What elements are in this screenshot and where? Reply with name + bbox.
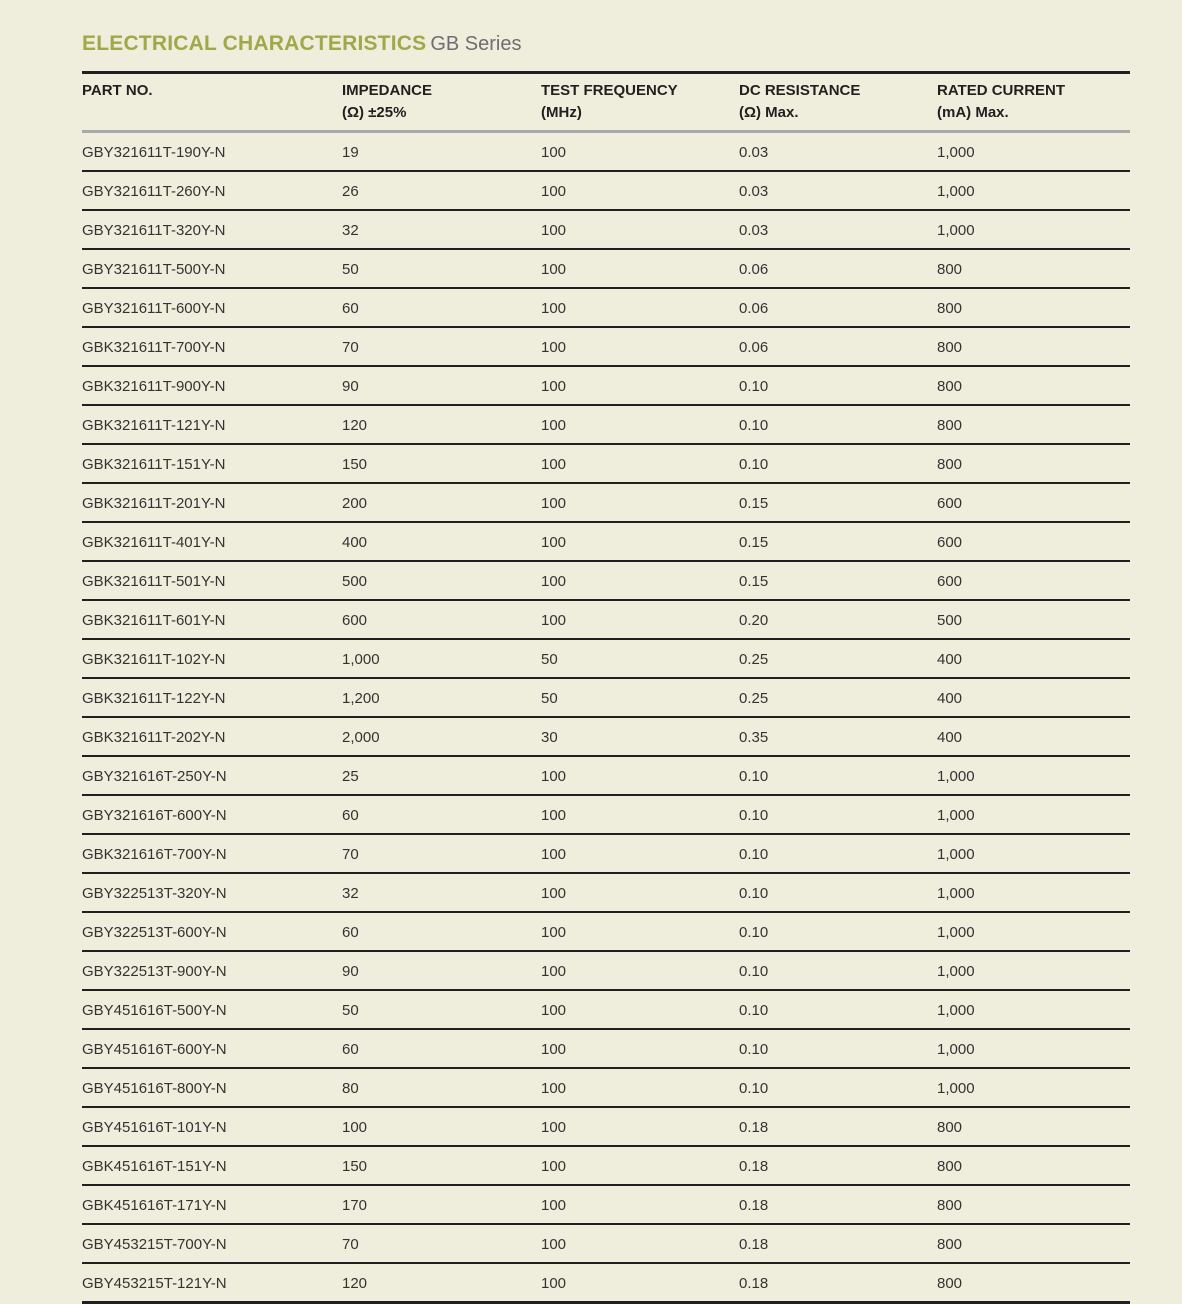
cell-dc-resistance: 0.10: [739, 1029, 937, 1068]
cell-dc-resistance: 0.15: [739, 522, 937, 561]
cell-test-frequency: 100: [541, 483, 739, 522]
table-row: [82, 795, 1130, 834]
cell-test-frequency: 100: [541, 1068, 739, 1107]
cell-part-no: GBY321611T-190Y-N: [82, 132, 342, 172]
cell-test-frequency: 100: [541, 912, 739, 951]
table-row: [82, 717, 1130, 756]
cell-test-frequency: 100: [541, 288, 739, 327]
cell-rated-current: 600: [937, 522, 1130, 561]
table-row: [82, 522, 1130, 561]
cell-test-frequency: 50: [541, 678, 739, 717]
cell-test-frequency: 100: [541, 756, 739, 795]
cell-part-no: GBY321616T-250Y-N: [82, 756, 342, 795]
table-row: [82, 1029, 1130, 1068]
cell-rated-current: 500: [937, 600, 1130, 639]
table-row: [82, 1185, 1130, 1224]
cell-dc-resistance: 0.10: [739, 1068, 937, 1107]
cell-test-frequency: 100: [541, 1029, 739, 1068]
cell-part-no: GBY322513T-600Y-N: [82, 912, 342, 951]
cell-part-no: GBY453215T-700Y-N: [82, 1224, 342, 1263]
cell-rated-current: 600: [937, 483, 1130, 522]
cell-impedance: 50: [342, 990, 541, 1029]
page-title: [82, 28, 1130, 60]
cell-test-frequency: 30: [541, 717, 739, 756]
cell-impedance: 90: [342, 366, 541, 405]
cell-rated-current: 800: [937, 1107, 1130, 1146]
cell-rated-current: 400: [937, 717, 1130, 756]
cell-part-no: GBY322513T-320Y-N: [82, 873, 342, 912]
header-impedance: [342, 73, 541, 132]
cell-rated-current: 1,000: [937, 834, 1130, 873]
cell-dc-resistance: 0.06: [739, 288, 937, 327]
cell-impedance: 60: [342, 1029, 541, 1068]
cell-dc-resistance: 0.18: [739, 1107, 937, 1146]
cell-dc-resistance: 0.25: [739, 678, 937, 717]
cell-impedance: 400: [342, 522, 541, 561]
cell-part-no: GBY321611T-320Y-N: [82, 210, 342, 249]
cell-test-frequency: 100: [541, 561, 739, 600]
cell-dc-resistance: 0.03: [739, 210, 937, 249]
cell-dc-resistance: 0.10: [739, 795, 937, 834]
header-impedance-line2: (Ω) ±25%: [342, 104, 407, 121]
table-row: [82, 1107, 1130, 1146]
cell-dc-resistance: 0.06: [739, 249, 937, 288]
table-header-row: [82, 73, 1130, 132]
cell-impedance: 70: [342, 327, 541, 366]
cell-part-no: GBY451616T-101Y-N: [82, 1107, 342, 1146]
table-row: [82, 249, 1130, 288]
header-test-frequency: [541, 73, 739, 132]
cell-part-no: GBK321611T-121Y-N: [82, 405, 342, 444]
document-page: [82, 28, 1130, 1304]
cell-impedance: 90: [342, 951, 541, 990]
cell-dc-resistance: 0.18: [739, 1146, 937, 1185]
cell-rated-current: 800: [937, 1146, 1130, 1185]
header-dc-resistance-line1: DC RESISTANCE: [739, 82, 861, 99]
cell-part-no: GBK321611T-401Y-N: [82, 522, 342, 561]
header-dc-resistance-line2: (Ω) Max.: [739, 104, 799, 121]
table-row: [82, 912, 1130, 951]
cell-rated-current: 800: [937, 366, 1130, 405]
electrical-characteristics-table: [82, 71, 1130, 1304]
cell-impedance: 32: [342, 873, 541, 912]
cell-part-no: GBK451616T-171Y-N: [82, 1185, 342, 1224]
cell-dc-resistance: 0.10: [739, 834, 937, 873]
cell-part-no: GBK451616T-151Y-N: [82, 1146, 342, 1185]
table-row: [82, 834, 1130, 873]
cell-impedance: 1,200: [342, 678, 541, 717]
table-row: [82, 561, 1130, 600]
cell-test-frequency: 100: [541, 405, 739, 444]
cell-impedance: 120: [342, 405, 541, 444]
cell-dc-resistance: 0.03: [739, 132, 937, 172]
cell-dc-resistance: 0.35: [739, 717, 937, 756]
cell-part-no: GBK321611T-202Y-N: [82, 717, 342, 756]
cell-impedance: 26: [342, 171, 541, 210]
cell-dc-resistance: 0.10: [739, 873, 937, 912]
cell-part-no: GBY453215T-121Y-N: [82, 1263, 342, 1303]
cell-dc-resistance: 0.10: [739, 912, 937, 951]
cell-part-no: GBK321611T-501Y-N: [82, 561, 342, 600]
cell-impedance: 1,000: [342, 639, 541, 678]
cell-test-frequency: 100: [541, 795, 739, 834]
cell-rated-current: 1,000: [937, 990, 1130, 1029]
cell-dc-resistance: 0.20: [739, 600, 937, 639]
cell-dc-resistance: 0.15: [739, 561, 937, 600]
cell-part-no: GBK321611T-151Y-N: [82, 444, 342, 483]
cell-rated-current: 1,000: [937, 873, 1130, 912]
cell-test-frequency: 100: [541, 132, 739, 172]
cell-rated-current: 1,000: [937, 1029, 1130, 1068]
cell-dc-resistance: 0.10: [739, 951, 937, 990]
table-row: [82, 990, 1130, 1029]
table-row: [82, 756, 1130, 795]
cell-rated-current: 800: [937, 1263, 1130, 1303]
cell-part-no: GBK321616T-700Y-N: [82, 834, 342, 873]
cell-rated-current: 600: [937, 561, 1130, 600]
cell-rated-current: 1,000: [937, 795, 1130, 834]
cell-part-no: GBK321611T-122Y-N: [82, 678, 342, 717]
cell-dc-resistance: 0.18: [739, 1185, 937, 1224]
header-test-frequency-line2: (MHz): [541, 104, 582, 121]
header-rated-current: [937, 73, 1130, 132]
header-rated-current-line2: (mA) Max.: [937, 104, 1009, 121]
cell-part-no: GBY321611T-260Y-N: [82, 171, 342, 210]
cell-part-no: GBY322513T-900Y-N: [82, 951, 342, 990]
cell-test-frequency: 100: [541, 1146, 739, 1185]
header-test-frequency-line1: TEST FREQUENCY: [541, 82, 678, 99]
cell-impedance: 2,000: [342, 717, 541, 756]
table-row: [82, 483, 1130, 522]
cell-rated-current: 800: [937, 327, 1130, 366]
cell-impedance: 25: [342, 756, 541, 795]
cell-rated-current: 1,000: [937, 951, 1130, 990]
cell-test-frequency: 100: [541, 522, 739, 561]
cell-impedance: 50: [342, 249, 541, 288]
cell-rated-current: 1,000: [937, 1068, 1130, 1107]
cell-impedance: 70: [342, 834, 541, 873]
cell-dc-resistance: 0.10: [739, 756, 937, 795]
cell-impedance: 32: [342, 210, 541, 249]
cell-dc-resistance: 0.25: [739, 639, 937, 678]
cell-part-no: GBY451616T-600Y-N: [82, 1029, 342, 1068]
cell-rated-current: 800: [937, 288, 1130, 327]
cell-test-frequency: 100: [541, 600, 739, 639]
table-row: [82, 1263, 1130, 1303]
cell-rated-current: 1,000: [937, 210, 1130, 249]
cell-dc-resistance: 0.18: [739, 1263, 937, 1303]
cell-test-frequency: 100: [541, 873, 739, 912]
cell-part-no: GBY451616T-800Y-N: [82, 1068, 342, 1107]
table-row: [82, 210, 1130, 249]
cell-part-no: GBY321616T-600Y-N: [82, 795, 342, 834]
table-row: [82, 639, 1130, 678]
cell-dc-resistance: 0.18: [739, 1224, 937, 1263]
cell-part-no: GBK321611T-102Y-N: [82, 639, 342, 678]
cell-part-no: GBY321611T-600Y-N: [82, 288, 342, 327]
cell-rated-current: 1,000: [937, 756, 1130, 795]
cell-test-frequency: 100: [541, 1224, 739, 1263]
cell-impedance: 500: [342, 561, 541, 600]
cell-impedance: 170: [342, 1185, 541, 1224]
cell-test-frequency: 50: [541, 639, 739, 678]
cell-impedance: 600: [342, 600, 541, 639]
cell-rated-current: 800: [937, 249, 1130, 288]
cell-test-frequency: 100: [541, 1263, 739, 1303]
cell-test-frequency: 100: [541, 327, 739, 366]
header-part-no-line1: PART NO.: [82, 82, 153, 99]
cell-impedance: 150: [342, 444, 541, 483]
table-row: [82, 600, 1130, 639]
cell-rated-current: 800: [937, 405, 1130, 444]
table-row: [82, 951, 1130, 990]
cell-dc-resistance: 0.10: [739, 990, 937, 1029]
cell-rated-current: 800: [937, 444, 1130, 483]
cell-test-frequency: 100: [541, 834, 739, 873]
cell-impedance: 19: [342, 132, 541, 172]
cell-dc-resistance: 0.15: [739, 483, 937, 522]
cell-test-frequency: 100: [541, 249, 739, 288]
cell-dc-resistance: 0.03: [739, 171, 937, 210]
cell-test-frequency: 100: [541, 951, 739, 990]
table-row: [82, 1224, 1130, 1263]
cell-impedance: 100: [342, 1107, 541, 1146]
cell-part-no: GBY321611T-500Y-N: [82, 249, 342, 288]
cell-part-no: GBK321611T-700Y-N: [82, 327, 342, 366]
cell-test-frequency: 100: [541, 1107, 739, 1146]
cell-impedance: 60: [342, 288, 541, 327]
table-row: [82, 132, 1130, 172]
table-row: [82, 288, 1130, 327]
header-part-no: [82, 73, 342, 132]
table-row: [82, 873, 1130, 912]
cell-dc-resistance: 0.10: [739, 405, 937, 444]
cell-test-frequency: 100: [541, 210, 739, 249]
table-row: [82, 405, 1130, 444]
table-row: [82, 366, 1130, 405]
cell-part-no: GBK321611T-900Y-N: [82, 366, 342, 405]
table-row: [82, 1146, 1130, 1185]
cell-impedance: 150: [342, 1146, 541, 1185]
title-main: ELECTRICAL CHARACTERISTICS: [82, 32, 427, 55]
cell-part-no: GBK321611T-201Y-N: [82, 483, 342, 522]
table-row: [82, 678, 1130, 717]
cell-rated-current: 800: [937, 1185, 1130, 1224]
cell-rated-current: 1,000: [937, 132, 1130, 172]
cell-rated-current: 1,000: [937, 171, 1130, 210]
cell-test-frequency: 100: [541, 1185, 739, 1224]
cell-impedance: 120: [342, 1263, 541, 1303]
cell-test-frequency: 100: [541, 444, 739, 483]
table-row: [82, 444, 1130, 483]
cell-dc-resistance: 0.10: [739, 366, 937, 405]
cell-test-frequency: 100: [541, 171, 739, 210]
cell-rated-current: 800: [937, 1224, 1130, 1263]
cell-rated-current: 400: [937, 678, 1130, 717]
title-series: GB Series: [430, 33, 522, 55]
cell-dc-resistance: 0.10: [739, 444, 937, 483]
cell-impedance: 60: [342, 795, 541, 834]
table-row: [82, 327, 1130, 366]
cell-impedance: 80: [342, 1068, 541, 1107]
cell-test-frequency: 100: [541, 990, 739, 1029]
table-row: [82, 1068, 1130, 1107]
table-body: [82, 132, 1130, 1303]
cell-impedance: 60: [342, 912, 541, 951]
cell-rated-current: 400: [937, 639, 1130, 678]
header-impedance-line1: IMPEDANCE: [342, 82, 433, 99]
header-rated-current-line1: RATED CURRENT: [937, 82, 1066, 99]
cell-test-frequency: 100: [541, 366, 739, 405]
header-dc-resistance: [739, 73, 937, 132]
cell-dc-resistance: 0.06: [739, 327, 937, 366]
cell-impedance: 200: [342, 483, 541, 522]
cell-part-no: GBK321611T-601Y-N: [82, 600, 342, 639]
cell-part-no: GBY451616T-500Y-N: [82, 990, 342, 1029]
cell-impedance: 70: [342, 1224, 541, 1263]
cell-rated-current: 1,000: [937, 912, 1130, 951]
table-row: [82, 171, 1130, 210]
